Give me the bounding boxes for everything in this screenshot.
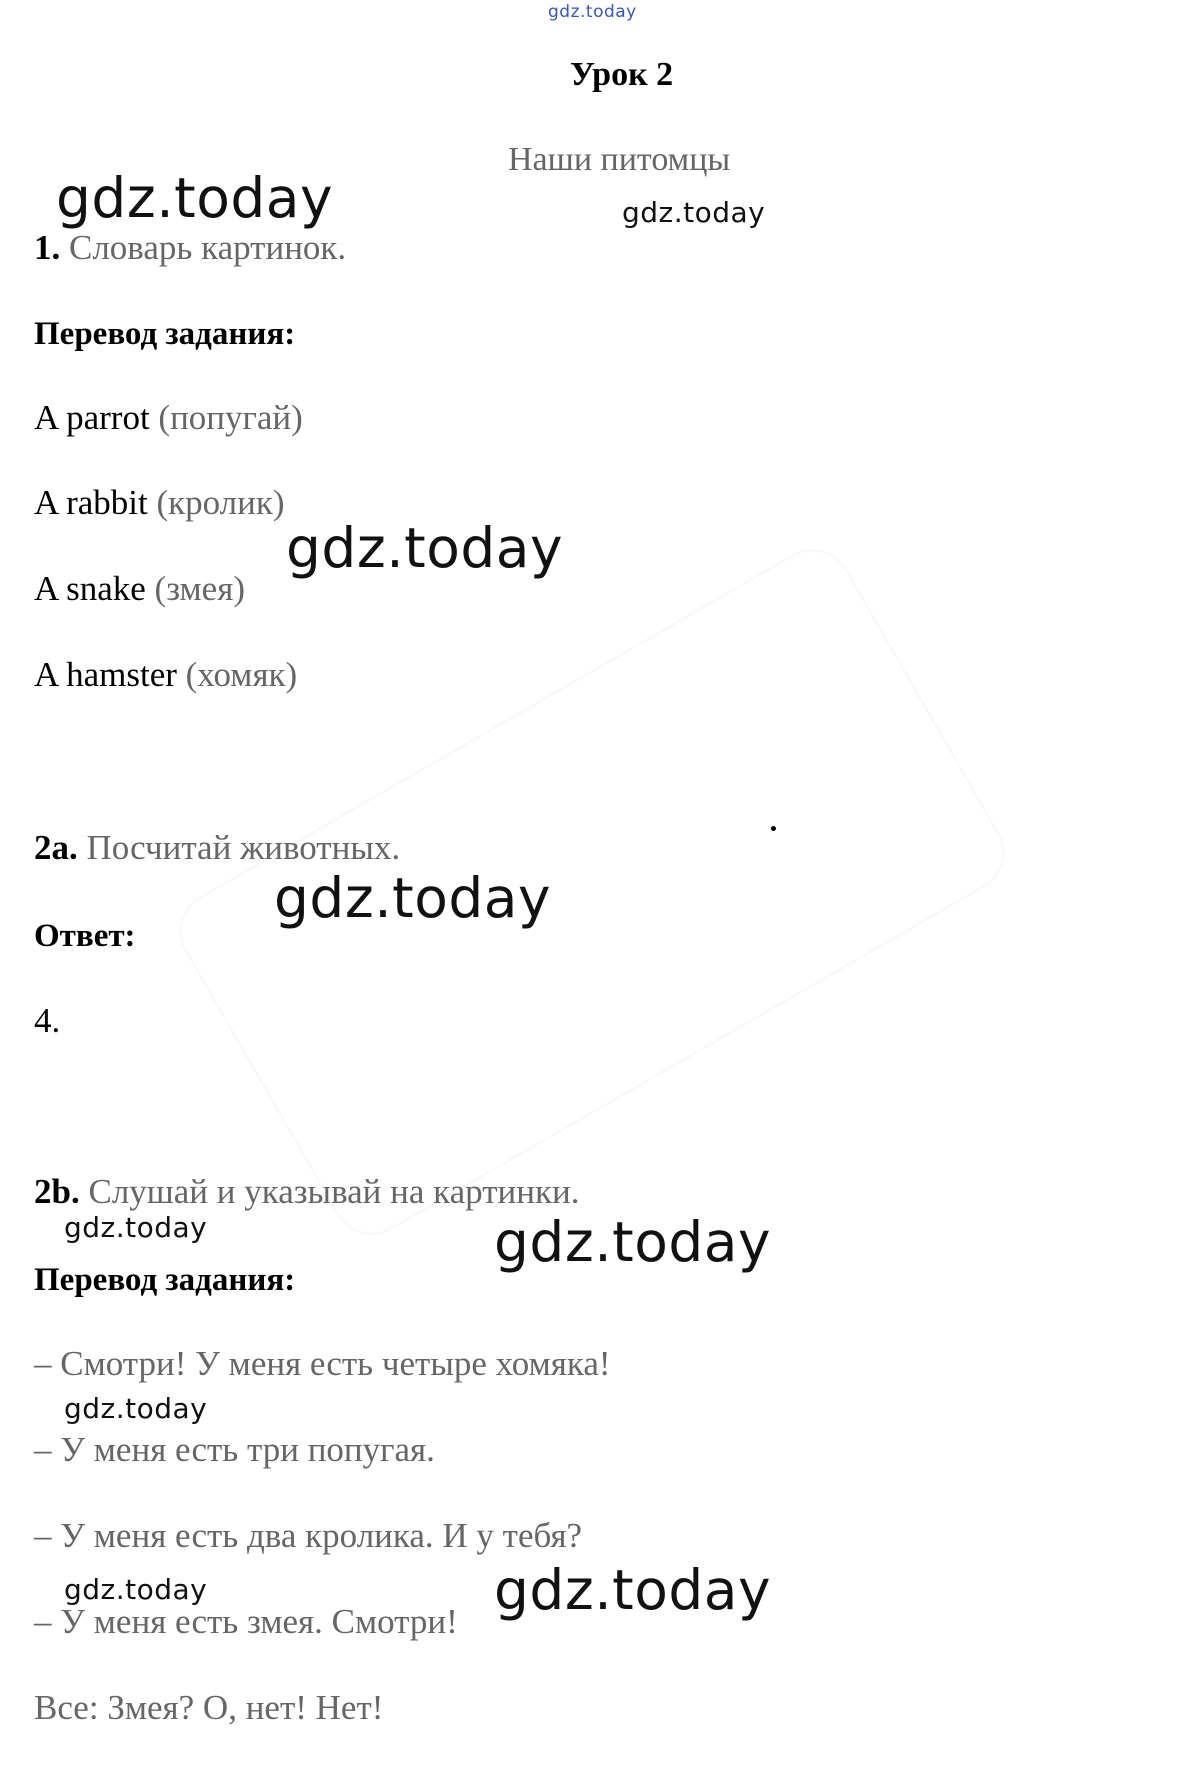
task-text: Посчитай животных. (86, 828, 401, 867)
watermark-small: gdz.today (64, 1392, 208, 1425)
task-number: 2a. (34, 828, 78, 867)
translation-heading: Перевод задания: (34, 316, 296, 352)
watermark-small: gdz.today (622, 196, 766, 229)
dialogue-line: – У меня есть два кролика. И у тебя? (34, 1516, 583, 1555)
watermark-top: gdz.today (548, 2, 637, 22)
vocab-russian: (кролик) (156, 483, 285, 522)
dialogue-line: Все: Змея? О, нет! Нет! (34, 1688, 384, 1727)
vocab-item (34, 398, 303, 438)
task-text: Слушай и указывай на картинки. (88, 1172, 580, 1211)
vocab-russian: (змея) (154, 569, 245, 608)
vocab-english: A hamster (34, 655, 177, 694)
task-number: 2b. (34, 1172, 80, 1211)
watermark-small: gdz.today (64, 1573, 208, 1606)
vocab-russian: (попугай) (158, 398, 303, 437)
answer-value: 4. (34, 1001, 61, 1040)
lesson-subtitle: Наши питомцы (508, 141, 731, 178)
watermark-large: gdz.today (274, 866, 552, 930)
task-2b-heading (34, 1172, 579, 1212)
task-2a-heading (34, 828, 400, 868)
vocab-item (34, 655, 297, 695)
watermark-large: gdz.today (56, 166, 334, 230)
vocab-english: A parrot (34, 398, 150, 437)
watermark-large: gdz.today (494, 1210, 772, 1274)
task-1-heading (34, 228, 346, 268)
dialogue-line: – У меня есть три попугая. (34, 1430, 435, 1469)
vocab-item (34, 569, 245, 609)
watermark-large: gdz.today (286, 516, 564, 580)
lesson-title: Урок 2 (570, 56, 674, 93)
watermark-large: gdz.today (494, 1558, 772, 1622)
task-text: Словарь картинок. (69, 228, 347, 267)
translation-heading: Перевод задания: (34, 1262, 296, 1298)
vocab-russian: (хомяк) (185, 655, 298, 694)
dialogue-line: – Смотри! У меня есть четыре хомяка! (34, 1344, 611, 1383)
vocab-english: A snake (34, 569, 146, 608)
watermark-small: gdz.today (64, 1211, 208, 1244)
vocab-item (34, 483, 285, 523)
answer-heading: Ответ: (34, 918, 136, 954)
task-number: 1. (34, 228, 61, 267)
stray-dot (771, 826, 776, 831)
vocab-english: A rabbit (34, 483, 148, 522)
dialogue-line: – У меня есть змея. Смотри! (34, 1602, 458, 1641)
